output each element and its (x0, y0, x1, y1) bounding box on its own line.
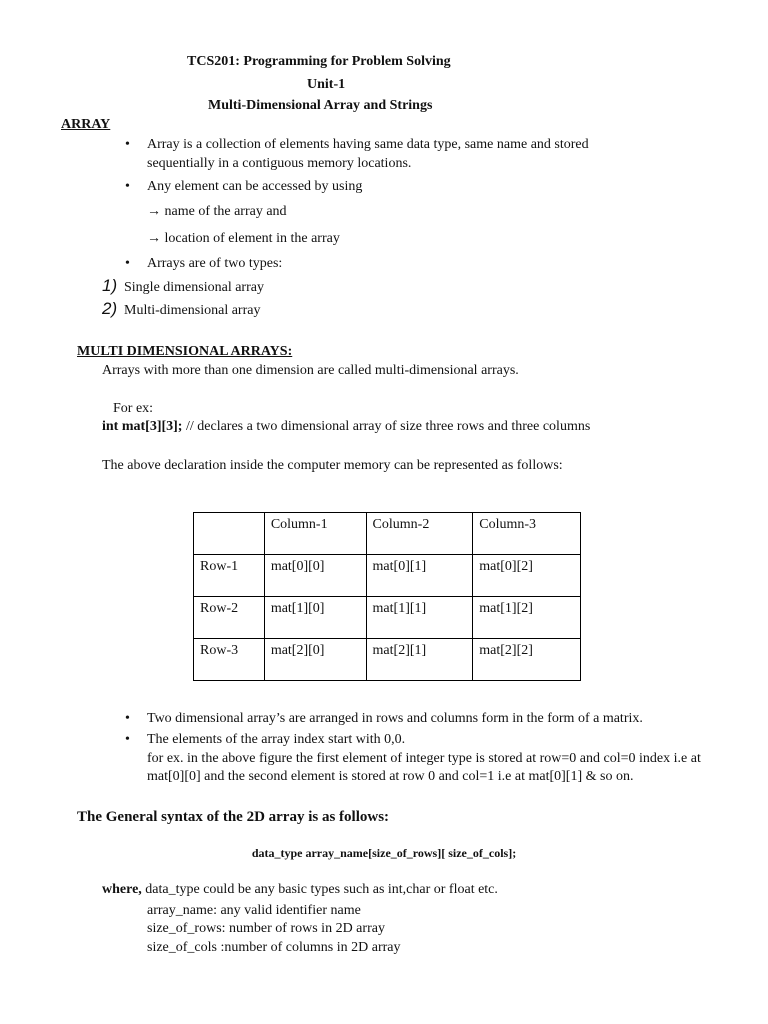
array-heading: ARRAY (61, 117, 111, 132)
multi-definition: Arrays with more than one dimension are called multi-dimensional arrays. (102, 363, 519, 378)
code-comment: // declares a two dimensional array of size three rows and three columns (182, 419, 591, 434)
param-array-name: array_name: any valid identifier name (147, 903, 361, 918)
multi-heading: MULTI DIMENSIONAL ARRAYS: (77, 344, 293, 359)
note-bullet-index: • The elements of the array index start with 0,0. (147, 731, 405, 748)
where-text: data_type could be any basic types such as int,char or float etc. (141, 882, 498, 897)
param-size-of-cols: size_of_cols :number of columns in 2D array (147, 940, 401, 955)
code-example (102, 418, 590, 435)
table-row (194, 639, 581, 681)
table-cell: mat[0][1] (366, 555, 473, 597)
topic-title: Multi-Dimensional Array and Strings (208, 98, 433, 113)
table-row (194, 597, 581, 639)
table-cell: mat[1][1] (366, 597, 473, 639)
bullet-types: • Arrays are of two types: (147, 255, 282, 272)
table-row-label: Row-1 (194, 555, 265, 597)
table-row (194, 555, 581, 597)
arrow-location: → location of element in the array (147, 231, 340, 246)
table-cell: mat[1][2] (473, 597, 581, 639)
type-label-2: Multi-dimensional array (124, 303, 261, 318)
where-label: where, (102, 882, 142, 897)
for-example-label: For ex: (113, 401, 154, 416)
arrow-name: → name of the array and (147, 204, 287, 219)
table-row-label: Row-2 (194, 597, 265, 639)
course-title: TCS201: Programming for Problem Solving (187, 54, 451, 69)
table-cell: mat[2][0] (264, 639, 366, 681)
table-header-cell (194, 513, 265, 555)
bullet-access: • Any element can be accessed by using (147, 178, 362, 195)
note-detail-line2: mat[0][0] and the second element is stored at row 0 and col=1 i.e at mat[0][1] & so on. (147, 769, 634, 784)
table-header-cell: Column-1 (264, 513, 366, 555)
unit-title: Unit-1 (307, 77, 346, 92)
table-header-row (194, 513, 581, 555)
matrix-table (193, 512, 581, 681)
note-detail-line1: for ex. in the above figure the first element of integer type is stored at row=0 and col=0 index i.e at (147, 751, 701, 766)
table-cell: mat[2][2] (473, 639, 581, 681)
syntax-heading: The General syntax of the 2D array is as follows: (77, 809, 390, 825)
type-number-1: 1) (102, 276, 118, 295)
note-bullet-matrix: • Two dimensional array’s are arranged in rows and columns form in the form of a matrix. (147, 710, 643, 727)
param-size-of-rows: size_of_rows: number of rows in 2D array (147, 921, 385, 936)
table-cell: mat[0][2] (473, 555, 581, 597)
representation-text: The above declaration inside the computer memory can be represented as follows: (102, 458, 563, 473)
bullet-definition-line2: sequentially in a contiguous memory locations. (147, 156, 412, 171)
code-declaration: int mat[3][3]; (102, 419, 183, 434)
table-cell: mat[1][0] (264, 597, 366, 639)
bullet-definition-line1: • Array is a collection of elements having same data type, same name and stored (147, 136, 589, 153)
table-header-cell: Column-2 (366, 513, 473, 555)
type-number-2: 2) (102, 299, 118, 318)
syntax-declaration: data_type array_name[size_of_rows][ size_of_cols]; (251, 846, 517, 860)
table-header-cell: Column-3 (473, 513, 581, 555)
type-label-1: Single dimensional array (124, 280, 264, 295)
table-cell: mat[0][0] (264, 555, 366, 597)
table-cell: mat[2][1] (366, 639, 473, 681)
where-line (102, 881, 498, 898)
table-row-label: Row-3 (194, 639, 265, 681)
